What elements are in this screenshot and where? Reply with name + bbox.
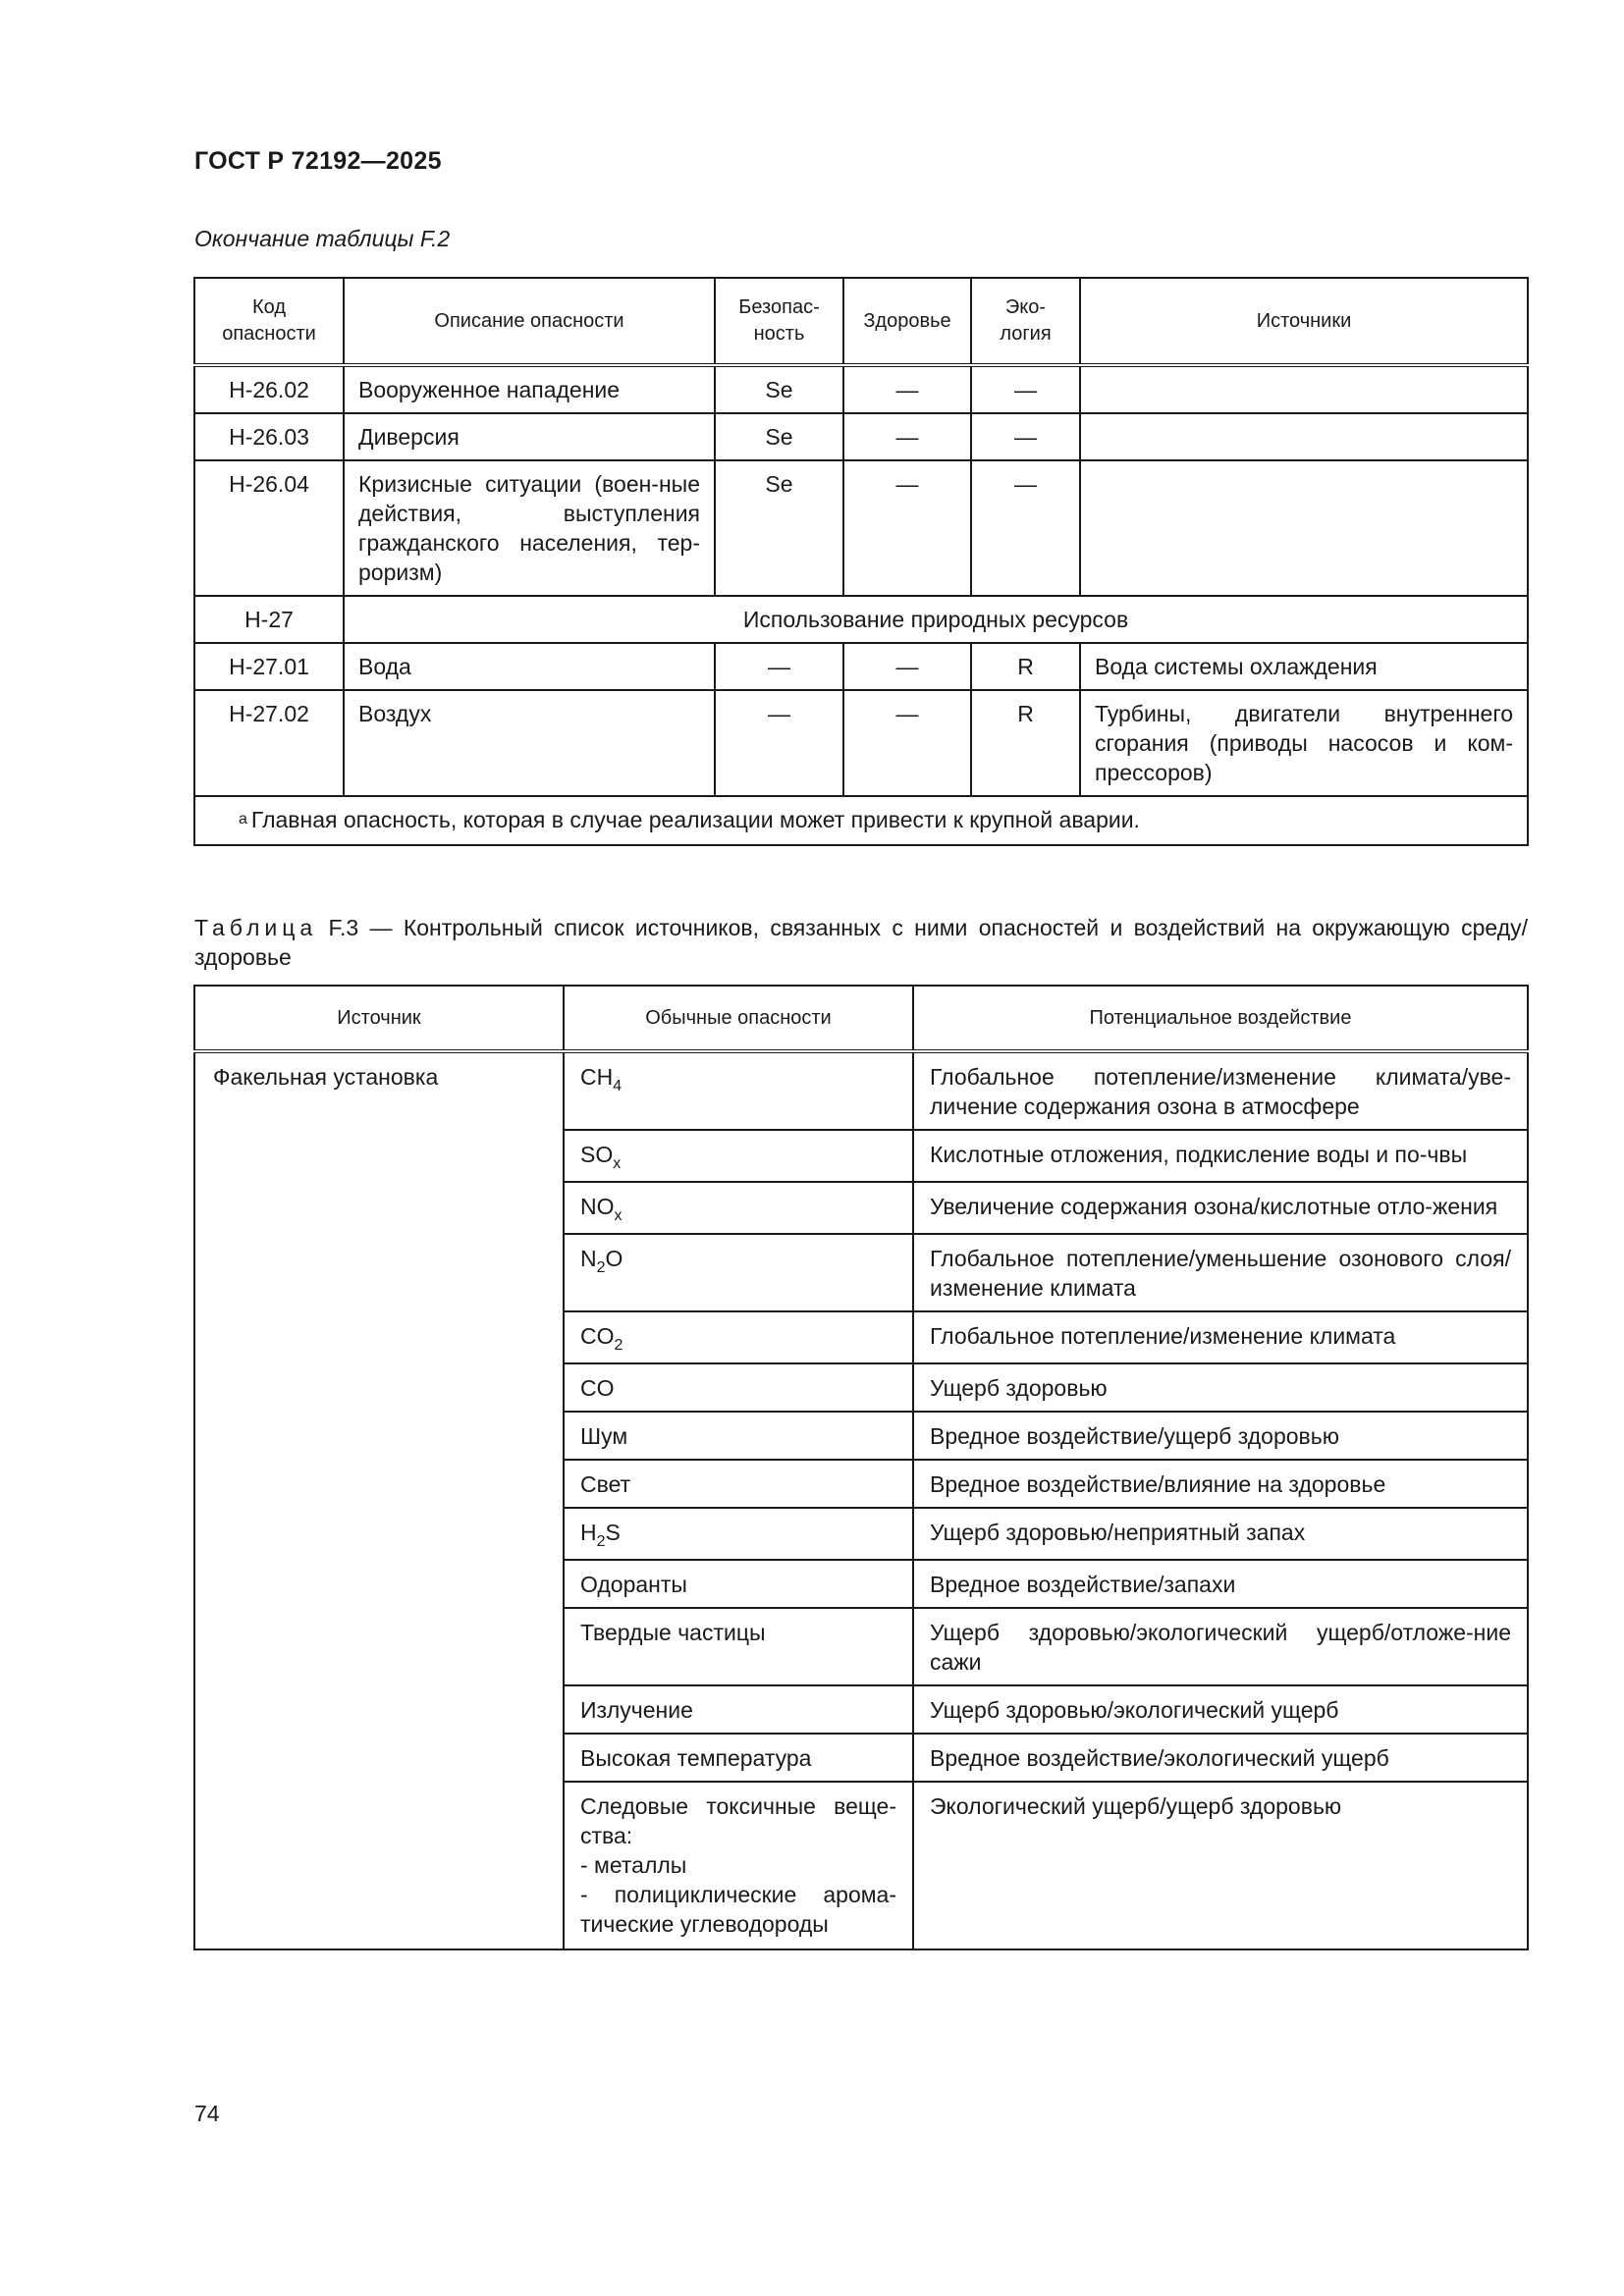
- footnote-mark: a: [239, 811, 247, 828]
- safety-value: —: [715, 690, 843, 796]
- hazard-main: Высокая температура: [580, 1745, 812, 1771]
- sources-value: [1080, 460, 1528, 596]
- hazard-tail: O: [605, 1246, 623, 1271]
- hazard-code: H-27.02: [194, 690, 344, 796]
- table-row: [194, 460, 1528, 596]
- impact-cell: Глобальное потепление/изменение климата: [913, 1311, 1528, 1363]
- hazard-cell: [564, 1782, 913, 1949]
- col-header-code: Код опасности: [194, 278, 344, 365]
- table-row: [194, 643, 1528, 690]
- hazard-main: Шум: [580, 1423, 628, 1449]
- col-header-description: Описание опасности: [344, 278, 715, 365]
- hazard-code: H-26.02: [194, 365, 344, 413]
- ecology-value: R: [971, 690, 1080, 796]
- hazard-cell: [564, 1685, 913, 1734]
- table-header-row: [194, 986, 1528, 1051]
- col-header-safety: Безопас- ность: [715, 278, 843, 365]
- col-header-source: Источник: [194, 986, 564, 1051]
- impact-cell: Вредное воздействие/влияние на здоровье: [913, 1460, 1528, 1508]
- hazard-cell: [564, 1234, 913, 1311]
- col-header-hazards: Обычные опасности: [564, 986, 913, 1051]
- impact-cell: Вредное воздействие/экологический ущерб: [913, 1734, 1528, 1782]
- hazard-cell: [564, 1130, 913, 1182]
- hazard-main: Излучение: [580, 1697, 693, 1723]
- hazard-cell: [564, 1182, 913, 1234]
- hazard-main: Свет: [580, 1471, 631, 1497]
- table-footnote: [194, 796, 1528, 845]
- hazard-subscript: 2: [596, 1533, 606, 1550]
- hazard-main: Одоранты: [580, 1572, 687, 1597]
- hazard-cell: [564, 1311, 913, 1363]
- hazard-line: - полициклические арома-тические углеводороды: [580, 1882, 896, 1937]
- health-value: —: [843, 460, 971, 596]
- source-name: Факельная установка: [194, 1051, 564, 1949]
- table-f2-caption: Окончание таблицы F.2: [194, 226, 451, 251]
- table-f3-caption: [194, 913, 1528, 972]
- hazard-subscript: 2: [614, 1337, 623, 1354]
- hazard-tail: S: [605, 1520, 621, 1545]
- table-caption-label: Таблица: [194, 915, 318, 940]
- hazard-line: - металлы: [580, 1852, 687, 1878]
- hazard-description: Диверсия: [344, 413, 715, 460]
- col-header-ecology: Эко- логия: [971, 278, 1080, 365]
- table-caption-text: F.3 — Контрольный список источников, связанных с ними опасностей и воздействий на окружающую среду/здоровье: [194, 915, 1529, 970]
- sources-value: [1080, 365, 1528, 413]
- impact-cell: Кислотные отложения, подкисление воды и по-чвы: [913, 1130, 1528, 1182]
- hazard-line: Следовые токсичные веще-ства:: [580, 1793, 896, 1848]
- hazard-description: Вода: [344, 643, 715, 690]
- ecology-value: —: [971, 413, 1080, 460]
- impact-cell: Ущерб здоровью/экологический ущерб: [913, 1685, 1528, 1734]
- hazard-table-f2: [193, 277, 1529, 846]
- table-row: [194, 413, 1528, 460]
- impact-cell: Экологический ущерб/ущерб здоровью: [913, 1782, 1528, 1949]
- impact-cell: Глобальное потепление/уменьшение озонового слоя/изменение климата: [913, 1234, 1528, 1311]
- hazard-subscript: 4: [613, 1078, 623, 1095]
- hazard-cell: [564, 1051, 913, 1130]
- hazard-description: Вооруженное нападение: [344, 365, 715, 413]
- ecology-value: —: [971, 365, 1080, 413]
- impact-cell: Вредное воздействие/запахи: [913, 1560, 1528, 1608]
- safety-value: Se: [715, 365, 843, 413]
- hazard-main: SO: [580, 1142, 614, 1167]
- impact-cell: Ущерб здоровью/неприятный запах: [913, 1508, 1528, 1560]
- hazard-subscript: 2: [596, 1259, 606, 1276]
- hazard-cell: [564, 1508, 913, 1560]
- impact-cell: Глобальное потепление/изменение климата/уве-личение содержания озона в атмосфере: [913, 1051, 1528, 1130]
- hazard-main: CO: [580, 1375, 615, 1401]
- impact-cell: Увеличение содержания озона/кислотные отло-жения: [913, 1182, 1528, 1234]
- footnote-text: Главная опасность, которая в случае реализации может привести к крупной аварии.: [250, 807, 1140, 832]
- hazard-cell: [564, 1560, 913, 1608]
- hazard-cell: [564, 1608, 913, 1685]
- impact-cell: Ущерб здоровью: [913, 1363, 1528, 1412]
- hazard-main: N: [580, 1246, 597, 1271]
- health-value: —: [843, 643, 971, 690]
- ecology-value: —: [971, 460, 1080, 596]
- hazard-subscript: x: [613, 1155, 622, 1172]
- table-row: [194, 690, 1528, 796]
- group-title: Использование природных ресурсов: [344, 596, 1528, 643]
- standard-header: ГОСТ Р 72192—2025: [194, 147, 442, 175]
- safety-value: Se: [715, 460, 843, 596]
- hazard-cell: [564, 1734, 913, 1782]
- hazard-code: H-27.01: [194, 643, 344, 690]
- col-header-health: Здоровье: [843, 278, 971, 365]
- sources-table-f3: [193, 985, 1529, 1950]
- hazard-description: Воздух: [344, 690, 715, 796]
- group-code: H-27: [194, 596, 344, 643]
- sources-value: Вода системы охлаждения: [1080, 643, 1528, 690]
- hazard-subscript: x: [614, 1207, 623, 1224]
- hazard-main: CO: [580, 1323, 615, 1349]
- table-row: [194, 1051, 1528, 1130]
- sources-value: Турбины, двигатели внутреннего сгорания (приводы насосов и ком-прессоров): [1080, 690, 1528, 796]
- hazard-main: Твердые частицы: [580, 1620, 766, 1645]
- impact-cell: Вредное воздействие/ущерб здоровью: [913, 1412, 1528, 1460]
- hazard-cell: [564, 1460, 913, 1508]
- health-value: —: [843, 413, 971, 460]
- safety-value: Se: [715, 413, 843, 460]
- col-header-impact: Потенциальное воздействие: [913, 986, 1528, 1051]
- health-value: —: [843, 690, 971, 796]
- sources-value: [1080, 413, 1528, 460]
- table-row: [194, 365, 1528, 413]
- hazard-code: H-26.03: [194, 413, 344, 460]
- col-header-sources: Источники: [1080, 278, 1528, 365]
- hazard-main: CH: [580, 1064, 614, 1090]
- safety-value: —: [715, 643, 843, 690]
- page-number: 74: [194, 2101, 220, 2126]
- hazard-cell: [564, 1363, 913, 1412]
- hazard-cell: [564, 1412, 913, 1460]
- hazard-main: H: [580, 1520, 597, 1545]
- group-row: [194, 596, 1528, 643]
- table-header-row: [194, 278, 1528, 365]
- hazard-description: Кризисные ситуации (воен-ные действия, выступления гражданского населения, тер-роризм): [344, 460, 715, 596]
- hazard-main: NO: [580, 1194, 615, 1219]
- impact-cell: Ущерб здоровью/экологический ущерб/отложе-ние сажи: [913, 1608, 1528, 1685]
- health-value: —: [843, 365, 971, 413]
- ecology-value: R: [971, 643, 1080, 690]
- footnote-row: [194, 796, 1528, 845]
- hazard-code: H-26.04: [194, 460, 344, 596]
